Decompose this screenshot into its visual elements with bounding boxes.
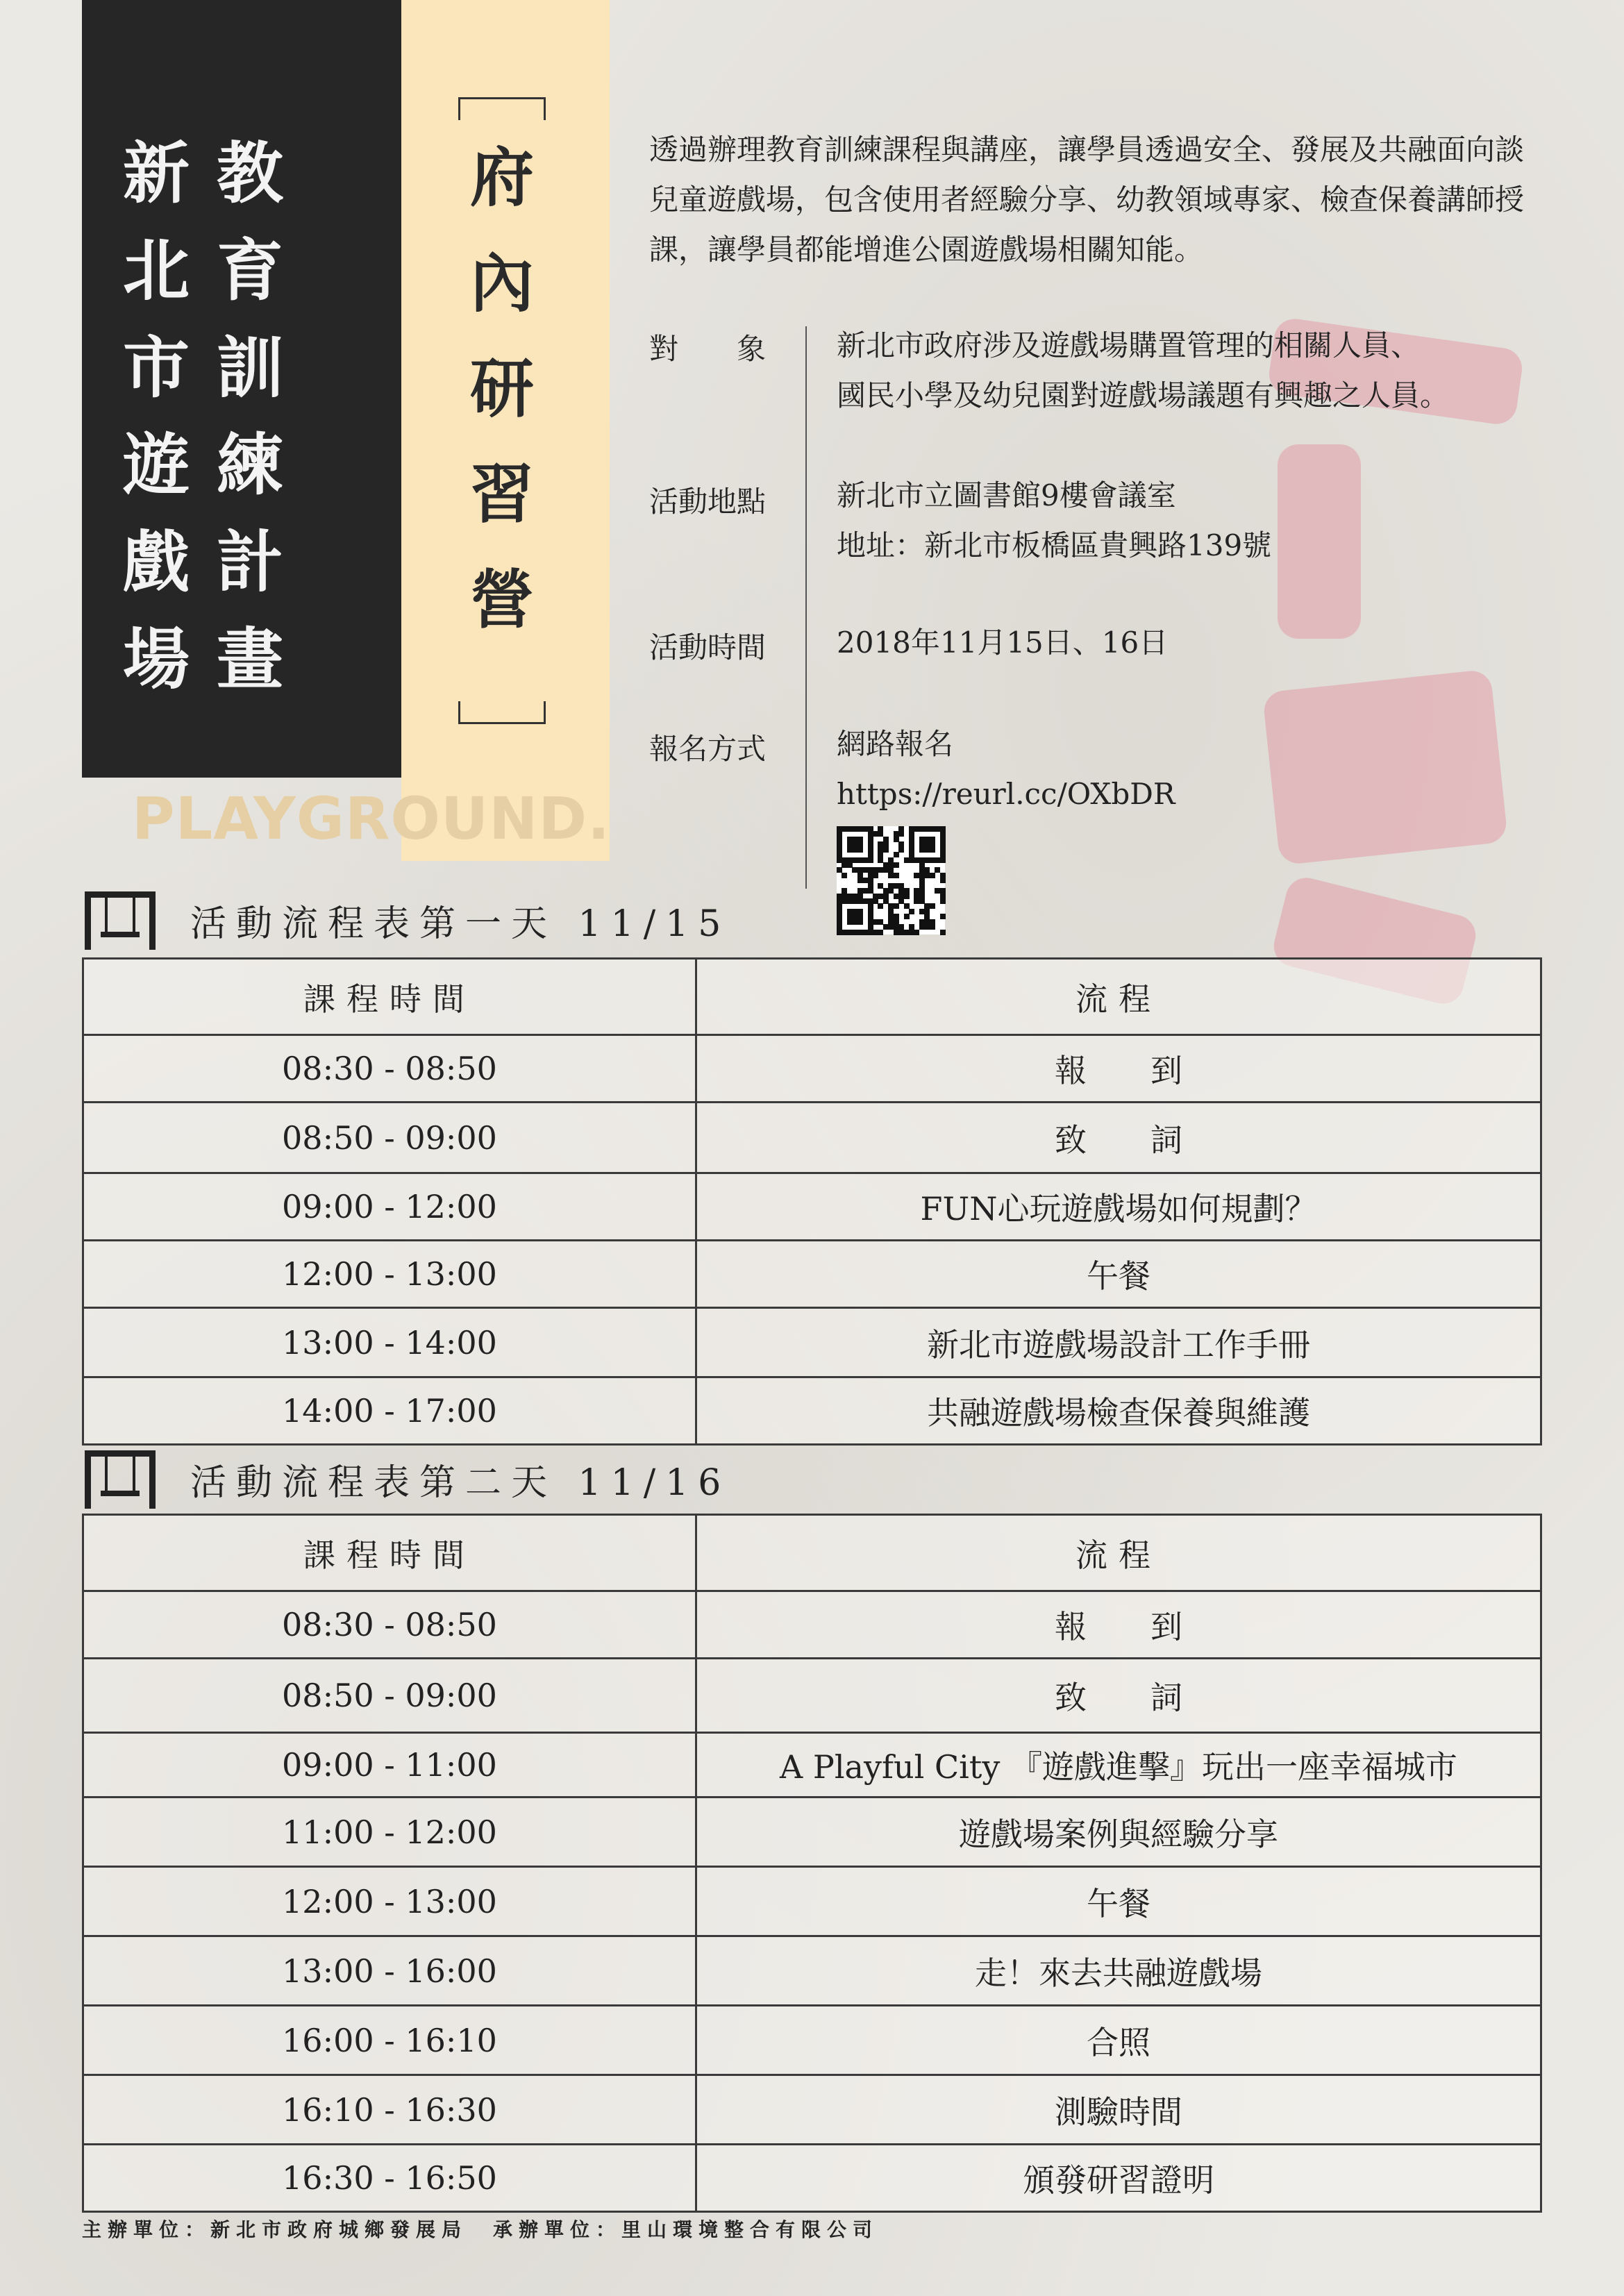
table-header-row [83, 959, 1541, 1035]
table-row: 08:30 - 08:50 報 到 [83, 1035, 1541, 1103]
title-column-left: 新 北 市 遊 戲 場 [123, 134, 190, 698]
day2-title: 活動流程表第二天 11/16 [190, 1462, 731, 1504]
table-row: 16:30 - 16:50 頒發研習證明 [83, 2145, 1541, 2212]
day2-heading [82, 1448, 1540, 1510]
qr-module [868, 857, 873, 863]
col-time-header: 課程時間 [83, 1515, 696, 1591]
brand-word: PLAYGROUND. [132, 785, 611, 853]
time-value: 2018年11月15日、16日 [837, 626, 1169, 660]
table-row: 08:50 - 09:00 致 詞 [83, 1659, 1541, 1733]
swing-icon [82, 1448, 158, 1510]
bracket-bottom [458, 701, 546, 724]
qr-module [883, 847, 889, 853]
qr-module [930, 847, 935, 853]
play-letter-l-shape [1278, 444, 1361, 639]
day2-table [82, 1514, 1542, 2213]
qr-module [873, 873, 878, 878]
qr-module [894, 873, 899, 878]
footer-organizers: 主辦單位：新北市政府城鄉發展局 承辦單位：里山環境整合有限公司 [82, 2218, 879, 2241]
table-row: 16:00 - 16:10 合照 [83, 2006, 1541, 2075]
table-row: 13:00 - 16:00 走！來去共融遊戲場 [83, 1936, 1541, 2006]
qr-module [857, 847, 863, 853]
day1-heading [82, 889, 1540, 951]
qr-module [894, 862, 899, 868]
table-header-row [83, 1515, 1541, 1591]
table-row: 09:00 - 12:00 FUN心玩遊戲場如何規劃？ [83, 1173, 1541, 1241]
qr-module [940, 857, 946, 863]
table-row: 09:00 - 11:00 A Playful City 『遊戲進擊』玩出一座幸福城市 [83, 1733, 1541, 1798]
table-row: 12:00 - 13:00 午餐 [83, 1241, 1541, 1308]
bracket-top [458, 97, 546, 120]
signup-label: 報名方式 [649, 732, 767, 766]
table-row: 08:30 - 08:50 報 到 [83, 1591, 1541, 1659]
subtitle-column: 府 內 研 習 營 [469, 140, 534, 637]
table-row: 13:00 - 14:00 新北市遊戲場設計工作手冊 [83, 1308, 1541, 1377]
signup-value: 網路報名 https://reurl.cc/OXbDR [837, 719, 1175, 819]
col-flow-header: 流程 [696, 1515, 1541, 1591]
target-label: 對 象 [649, 332, 767, 366]
day1-table [82, 957, 1542, 1446]
day1-title: 活動流程表第一天 11/15 [190, 903, 731, 945]
signup-url[interactable]: https://reurl.cc/OXbDR [837, 777, 1175, 811]
qr-module [930, 873, 935, 878]
qr-module [842, 873, 847, 878]
venue-value: 新北市立圖書館9樓會議室 地址：新北市板橋區貴興路139號 [837, 478, 1272, 562]
qr-module [898, 831, 904, 837]
col-flow-header: 流程 [696, 959, 1541, 1035]
table-row: 08:50 - 09:00 致 詞 [83, 1103, 1541, 1173]
table-row: 14:00 - 17:00 共融遊戲場檢查保養與維護 [83, 1377, 1541, 1445]
table-row: 12:00 - 13:00 午餐 [83, 1867, 1541, 1936]
col-time-header: 課程時間 [83, 959, 696, 1035]
title-column-right: 教 育 訓 練 計 畫 [217, 134, 283, 698]
qr-module [940, 878, 946, 883]
qr-module [898, 847, 904, 853]
qr-module [894, 852, 899, 857]
table-row: 16:10 - 16:30 測驗時間 [83, 2075, 1541, 2145]
time-label: 活動時間 [649, 630, 767, 664]
table-row: 11:00 - 12:00 遊戲場案例與經驗分享 [83, 1798, 1541, 1867]
intro-paragraph: 透過辦理教育訓練課程與講座，讓學員透過安全、發展及共融面向談兒童遊戲場，包含使用者經驗分享、幼教領域專家、檢查保養講師授課，讓學員都能增進公園遊戲場相關知能。 [649, 133, 1525, 267]
info-divider [805, 326, 807, 889]
swing-icon [82, 889, 158, 951]
target-value: 新北市政府涉及遊戲場購置管理的相關人員、 國民小學及幼兒園對遊戲場議題有興趣之人員。 [837, 328, 1450, 412]
venue-label: 活動地點 [649, 485, 767, 519]
play-letter-a-shape [1262, 669, 1508, 865]
